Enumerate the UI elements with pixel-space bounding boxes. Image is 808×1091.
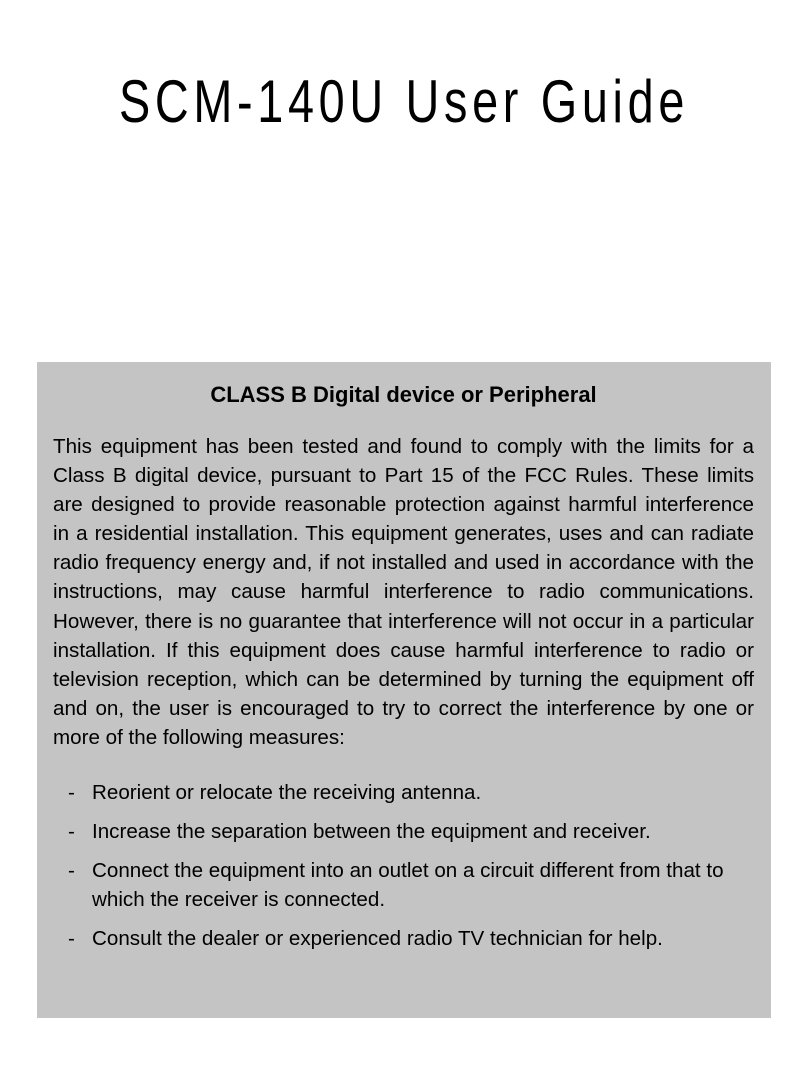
measure-text: Reorient or relocate the receiving antenna. [92,781,482,805]
bullet-dash: - [68,927,75,951]
measure-item [53,778,754,807]
fcc-notice-box [37,362,771,1018]
measure-item [53,817,754,846]
bullet-dash: - [68,820,75,844]
measure-text: Consult the dealer or experienced radio TV technician for help. [92,927,663,951]
measure-item [53,856,754,914]
measures-list [53,778,754,953]
measure-text: Increase the separation between the equipment and receiver. [92,820,651,844]
bullet-dash: - [68,781,75,805]
bullet-dash: - [68,859,75,883]
measure-text: Connect the equipment into an outlet on a circuit different from that to which the receiver is connected. [92,859,724,912]
notice-heading: CLASS B Digital device or Peripheral [210,382,597,407]
document-title: SCM-140U User Guide [118,68,690,135]
notice-body-paragraph: This equipment has been tested and found to comply with the limits for a Class B digital device, pursuant to Part 15 of the FCC Rules. These limits are designed to provide reasonable protection against harmful interference in a residential installation. This equipment generates, uses and can radiate radio frequency energy and, if not installed and used in accordance with the instructions, may cause harmful interference to radio communications. However, there is no guarantee that interference will not occur in a particular installation. If this equipment does cause harmful interference to radio or television reception, which can be determined by turning the equipment off and on, the user is encouraged to try to correct the interference by one or more of the following measures: [53,435,754,749]
measure-item [53,924,754,953]
